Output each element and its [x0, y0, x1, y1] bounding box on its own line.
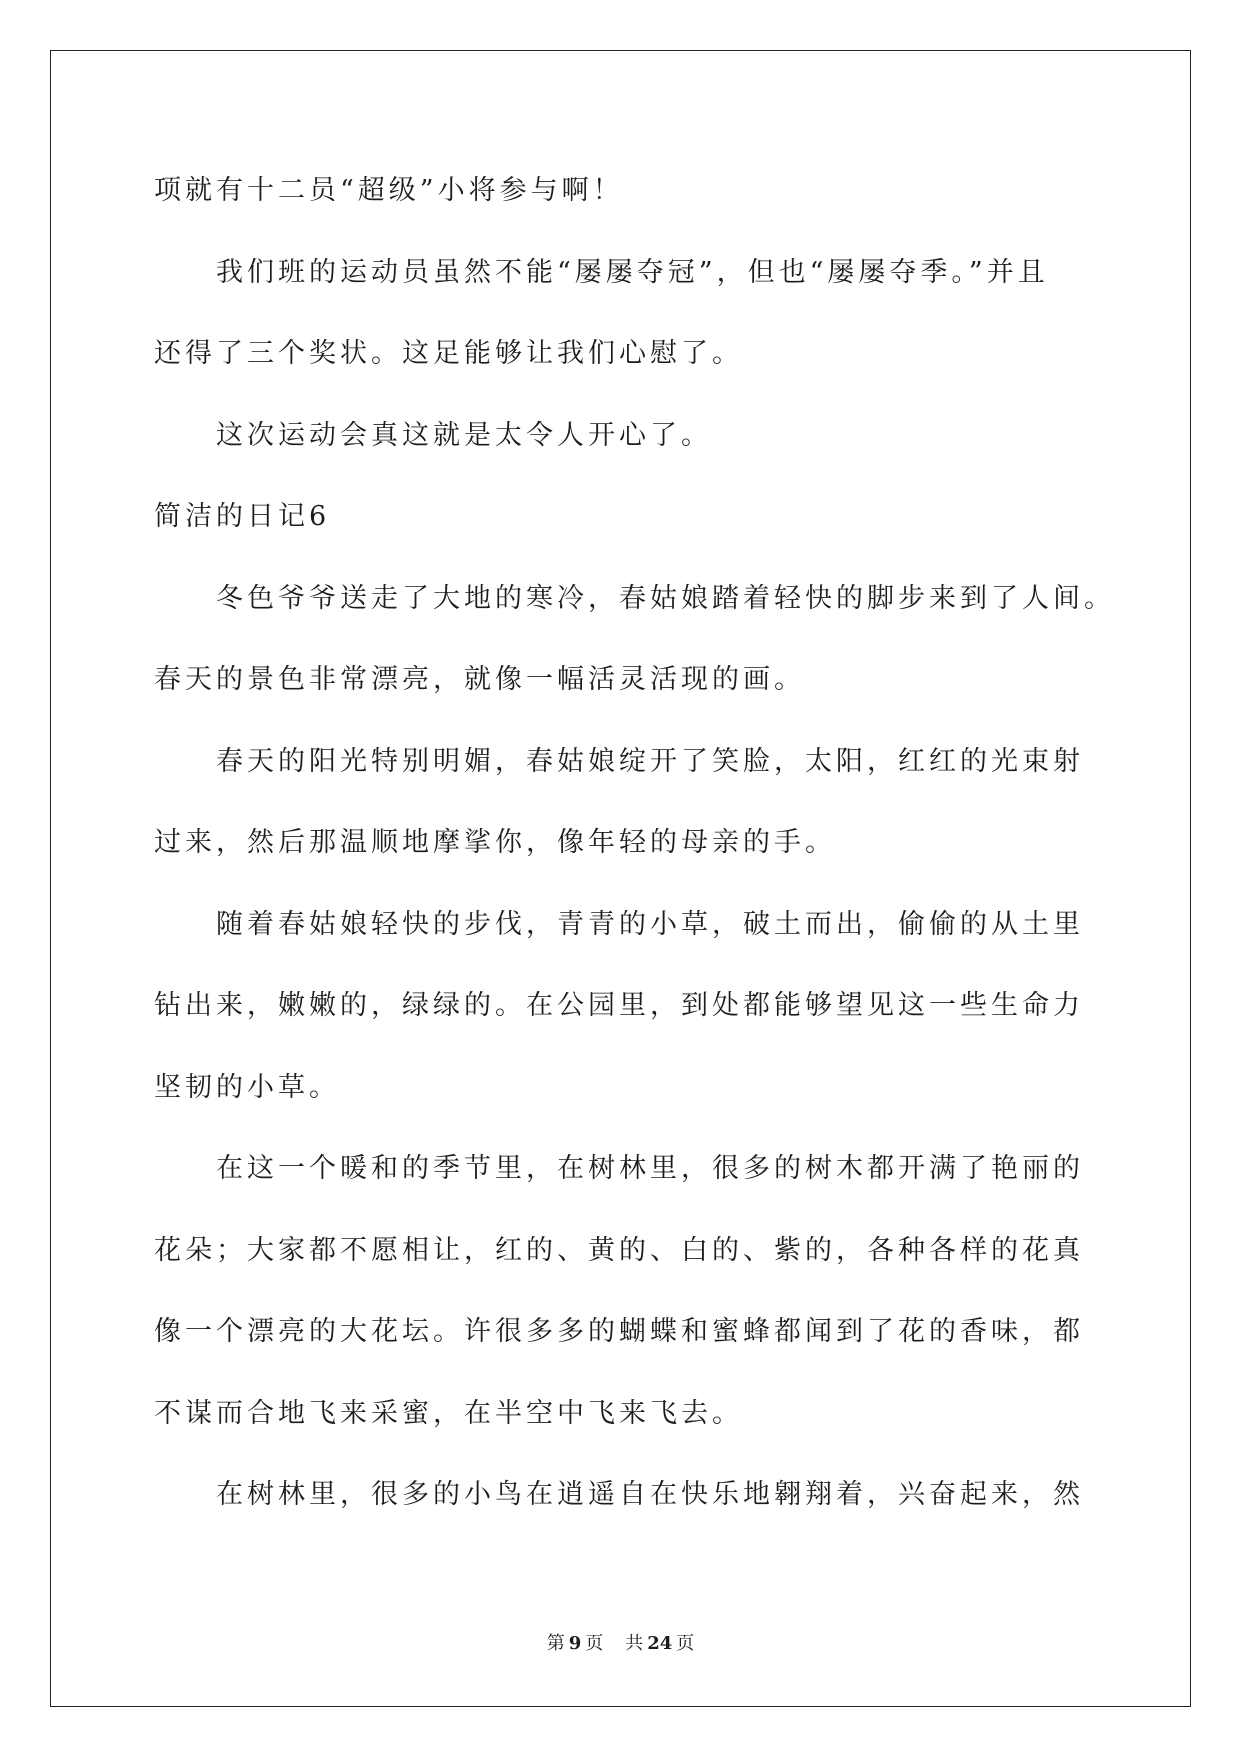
- document-body: [154, 150, 1154, 1536]
- paragraph: [154, 232, 1154, 395]
- total-suffix: 页: [676, 1633, 695, 1654]
- paragraph-line: 钻出来，嫩嫩的，绿绿的。在公园里，到处都能够望见这一些生命力: [154, 990, 1084, 1021]
- paragraph-line: 春天的阳光特别明媚，春姑娘绽开了笑脸，太阳，红红的光束射: [216, 745, 1084, 777]
- paragraph: [154, 721, 1154, 884]
- paragraph-line: 不谋而合地飞来采蜜，在半空中飞来飞去。: [154, 1397, 743, 1429]
- paragraph-line: 这次运动会真这就是太令人开心了。: [216, 419, 712, 451]
- paragraph: [154, 1454, 1154, 1536]
- total-page-count: 24: [647, 1633, 673, 1654]
- paragraph: [154, 1128, 1154, 1454]
- paragraph-line: 春天的景色非常漂亮，就像一幅活灵活现的画。: [154, 664, 805, 695]
- paragraph-line: 我们班的运动员虽然不能“屡屡夺冠”，但也“屡屡夺季。”并且: [216, 256, 1049, 288]
- entry-title: 简洁的日记6: [154, 501, 331, 532]
- paragraph: [154, 558, 1154, 721]
- total-prefix: 共: [625, 1633, 644, 1654]
- page-indicator: [547, 1633, 604, 1654]
- paragraph: [154, 884, 1154, 1129]
- paragraph: [154, 395, 1154, 477]
- current-page-number: 9: [568, 1633, 582, 1654]
- paragraph-line: 在树林里，很多的小鸟在逍遥自在快乐地翱翔着，兴奋起来，然: [216, 1479, 1084, 1510]
- page-prefix: 第: [546, 1633, 565, 1654]
- paragraph-line: 冬色爷爷送走了大地的寒冷，春姑娘踏着轻快的脚步来到了人间。: [216, 582, 1115, 614]
- paragraph-line: 坚韧的小草。: [154, 1071, 340, 1103]
- paragraph-line: 花朵；大家都不愿相让，红的、黄的、白的、紫的，各种各样的花真: [154, 1234, 1084, 1266]
- paragraph-line: 像一个漂亮的大花坛。许很多多的蝴蝶和蜜蜂都闻到了花的香味，都: [154, 1316, 1084, 1347]
- paragraph-line: 随着春姑娘轻快的步伐，青青的小草，破土而出，偷偷的从土里: [216, 908, 1084, 940]
- page-footer: [0, 1632, 1241, 1656]
- paragraph: [154, 150, 1154, 232]
- paragraph-line: 项就有十二员“超级”小将参与啊！: [154, 175, 624, 206]
- total-pages-indicator: [625, 1633, 694, 1654]
- page-suffix: 页: [585, 1633, 604, 1654]
- paragraph-line: 过来，然后那温顺地摩挲你，像年轻的母亲的手。: [154, 827, 836, 858]
- paragraph-line: 在这一个暖和的季节里，在树林里，很多的树木都开满了艳丽的: [216, 1153, 1084, 1184]
- paragraph-line: 还得了三个奖状。这足能够让我们心慰了。: [154, 338, 743, 369]
